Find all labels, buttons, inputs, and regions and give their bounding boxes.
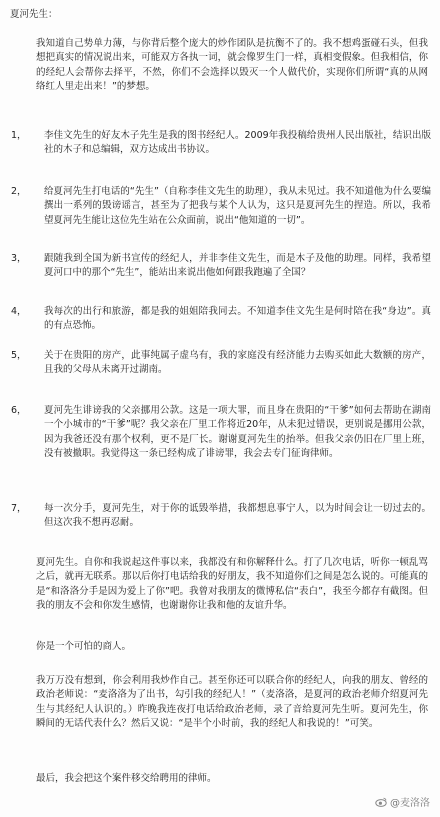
item-text: 我每次的出行和旅游，都是我的姐姐陪我同去。不知道李佳文先生是何时陪在我“身边”。真的有点恐怖。 [44,306,431,332]
weibo-eye-icon [375,797,387,807]
paragraph-accusation: 你是一个可怕的商人。 [36,641,132,652]
weibo-watermark [375,794,430,809]
item-text: 夏河先生诽谤我的父亲挪用公款。这是一项大罪，而且身在贵阳的“干爹”如何去帮助在湖南一个小城市的“干爹”呢？我父亲在厂里工作将近20年，从未犯过错误，更别说是挪用公款，因为我爸还没有那个权利，更不是厂长。谢谢夏河先生的抬举。但我父亲仍旧在厂里上班，没有被撤职。我觉得这一条已经构成了诽谤罪，我会去专门征询律师。 [44,405,431,459]
item-text: 给夏河先生打电话的“先生”（自称李佳文先生的助理），我从未见过。我不知道他为什么要编撰出一系列的毁谤谣言，甚至为了把我与某个人认为，这只是夏河先生的捏造。所以，我希望夏河先生能让这位先生站在公众面前，说出“他知道的一切”。 [44,186,431,226]
item-number: 1， [11,130,27,141]
paragraph-exposure: 我万万没有想到，你会利用我炒作自己。甚至你还可以联合你的经纪人，向我的朋友、曾经的政治老师说：“麦洛洛为了出书，勾引我的经纪人！”（麦洛洛，是夏河的政治老师介绍夏河先生与其经纪人认识的。）昨晚我连夜打电话给政治老师，录了音给夏河先生听。夏河先生，你瞬间的无话代表什么？然后又说：“是半个小时前，我的经纪人和我说的！”可笑。 [36,675,428,729]
item-text: 每一次分手，夏河先生，对于你的诋毁举措，我都想息事宁人，以为时间会让一切过去的。但这次我不想再忍耐。 [44,503,431,529]
item-number: 4， [11,306,27,317]
intro-paragraph: 我知道自己势单力薄，与你背后整个庞大的炒作团队是抗衡不了的。我不想鸡蛋碰石头，但我想把真实的情况说出来，可能双方各执一词，就会像罗生门一样，真相变假象。但我相信，你的经纪人会帮你去择平，不然，你们不会选择以毁灭一个人做代价，实现你们所谓“真的从网络红人里走出来！”的梦想。 [36,38,428,92]
item-text: 跟随我到全国为新书宣传的经纪人，并非李佳文先生，而是木子及他的助理。同样，我希望夏河口中的那个“先生”，能站出来说出他如何跟我跑遍了全国？ [44,253,431,279]
item-number: 2， [11,186,27,197]
item-number: 3， [11,253,27,264]
item-number: 5， [11,350,27,361]
closing-paragraph: 最后，我会把这个案件移交给聘用的律师。 [36,773,217,784]
paragraph-explanation: 夏河先生。自你和我说起这件事以来，我都没有和你解释什么。打了几次电话，听你一顿乱骂之后，就再无联系。那以后你打电话给我的好朋友，我不知道你们之间是怎么说的。可能真的是“和洛洛分手是因为爱上了你”吧。我曾对我朋友的微博私信“表白”，我至今都存有截图。但我的朋友不会和你发生感情，也谢谢你让我和他的友谊升华。 [36,557,428,611]
item-text: 关于在贵阳的房产，此事纯属子虚乌有，我的家庭没有经济能力去购买如此大数额的房产，且我的父母从未离开过湖南。 [44,350,431,376]
watermark-text: @麦洛洛 [390,798,430,809]
item-number: 7， [11,503,27,514]
item-number: 6， [11,405,27,416]
salutation: 夏河先生： [10,9,58,20]
item-text: 李佳文先生的好友木子先生是我的图书经纪人。2009年我投稿给贵州人民出版社，结识出版社的木子和总编辑，双方达成出书协议。 [44,130,431,156]
